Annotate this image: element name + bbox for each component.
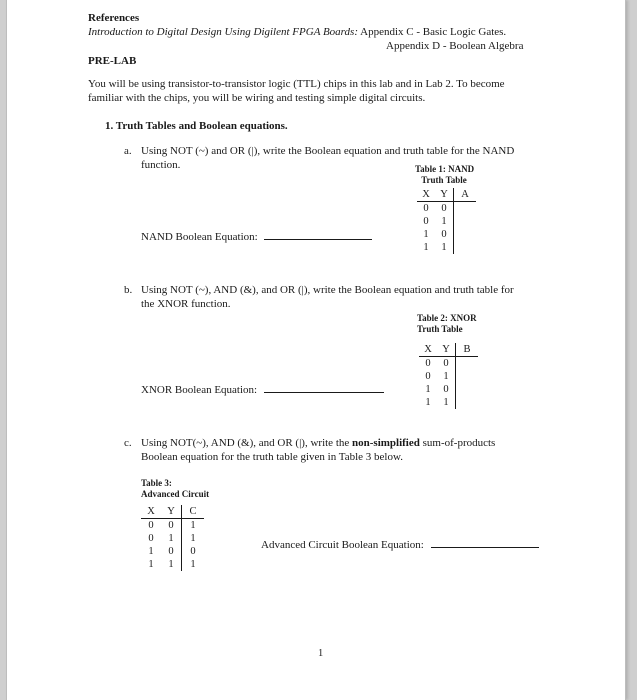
table-cell: 0 <box>423 203 429 214</box>
table3-advanced-circuit <box>141 505 204 571</box>
xnor-equation-line <box>141 382 384 396</box>
part-c-line1-pre: Using NOT(~), AND (&), and OR (|), write the <box>141 437 353 449</box>
table-cell <box>454 228 477 241</box>
xnor-equation-label: XNOR Boolean Equation: <box>141 384 258 396</box>
table-header-cell: X <box>419 343 437 357</box>
table-cell <box>454 202 477 216</box>
table-cell: 1 <box>161 558 182 571</box>
part-b-label: b. <box>124 284 133 296</box>
table-cell: 0 <box>190 546 196 557</box>
table2-title <box>417 313 479 335</box>
section1-heading: 1. Truth Tables and Boolean equations. <box>105 120 288 132</box>
table-header-row <box>419 343 478 357</box>
prelab-intro-line1: You will be using transistor-to-transistor logic (TTL) chips in this lab and in Lab 2. To become <box>88 78 505 90</box>
part-c-line1-post: sum-of-products <box>419 437 496 449</box>
table1-title <box>415 164 473 186</box>
table-header-cell: X <box>417 188 435 202</box>
table-row <box>141 545 204 558</box>
table-cell: 0 <box>148 520 154 531</box>
references-heading: References <box>88 12 140 24</box>
table-cell: 0 <box>435 228 454 241</box>
advanced-equation-line <box>261 537 539 551</box>
table-cell: 1 <box>435 241 454 254</box>
table-cell: 1 <box>437 370 456 383</box>
table-cell: 1 <box>423 242 429 253</box>
part-b-line2: the XNOR function. <box>141 298 231 310</box>
table-cell <box>456 357 479 371</box>
document-page <box>6 0 626 700</box>
advanced-equation-blank[interactable] <box>431 537 539 548</box>
table-cell: 1 <box>190 533 196 544</box>
table-cell: 1 <box>148 546 154 557</box>
table-cell: 1 <box>425 397 431 408</box>
nand-equation-label: NAND Boolean Equation: <box>141 231 258 243</box>
appendix-d: Appendix D - Boolean Algebra <box>386 40 524 52</box>
page-number: 1 <box>318 648 324 659</box>
table-header-cell: B <box>456 343 479 357</box>
table-cell <box>456 396 479 409</box>
table-header-cell: Y <box>437 343 456 357</box>
table-row <box>417 228 476 241</box>
table-cell: 0 <box>437 383 456 396</box>
table-cell: 0 <box>161 545 182 558</box>
table-header-cell: X <box>141 505 161 519</box>
table-cell: 0 <box>148 533 154 544</box>
table-cell: 1 <box>435 215 454 228</box>
table-row <box>417 202 476 216</box>
nand-equation-blank[interactable] <box>264 229 372 240</box>
table-cell: 1 <box>190 559 196 570</box>
table-cell: 1 <box>437 396 456 409</box>
table2-xnor <box>419 343 478 409</box>
table-header-cell: C <box>182 505 205 519</box>
part-b-line1: Using NOT (~), AND (&), and OR (|), write the Boolean equation and truth table for <box>141 284 514 296</box>
table-cell: 1 <box>161 532 182 545</box>
table-cell <box>454 241 477 254</box>
table-cell: 1 <box>190 520 196 531</box>
table3-title-text: Table 3: <box>141 478 172 488</box>
table-cell: 1 <box>423 229 429 240</box>
table-header-row <box>417 188 476 202</box>
table-header-row <box>141 505 204 519</box>
part-a-line2: function. <box>141 159 181 171</box>
prelab-intro-line2: familiar with the chips, you will be wiring and testing simple digital circuits. <box>88 92 426 104</box>
nand-equation-line <box>141 229 372 243</box>
table-header-cell: A <box>454 188 477 202</box>
table-row <box>419 383 478 396</box>
xnor-equation-blank[interactable] <box>264 382 384 393</box>
table-cell: 0 <box>425 358 431 369</box>
table-header-cell: Y <box>161 505 182 519</box>
table-cell: 1 <box>425 384 431 395</box>
appendix-c: Appendix C - Basic Logic Gates. <box>360 26 507 38</box>
table-cell: 0 <box>425 371 431 382</box>
part-c-line1-bold: non-simplified <box>352 437 420 449</box>
table-header-cell: Y <box>435 188 454 202</box>
table1-subtitle-text: Truth Table <box>421 175 467 185</box>
table1-title-text: Table 1: NAND <box>415 164 475 174</box>
table3-title <box>141 478 209 500</box>
table-row <box>419 357 478 371</box>
table-row <box>141 558 204 571</box>
table-cell: 0 <box>437 357 456 371</box>
book-title: Introduction to Digital Design Using Digilent FPGA Boards: <box>88 26 358 38</box>
table3-subtitle-text: Advanced Circuit <box>141 489 210 499</box>
table-cell <box>454 215 477 228</box>
table-cell: 0 <box>435 202 454 216</box>
advanced-equation-label: Advanced Circuit Boolean Equation: <box>261 539 424 551</box>
table-cell: 0 <box>423 216 429 227</box>
part-a-label: a. <box>124 145 132 157</box>
part-c-label: c. <box>124 437 132 449</box>
prelab-heading: PRE-LAB <box>88 55 137 67</box>
table-cell <box>456 370 479 383</box>
table-row <box>417 241 476 254</box>
table-row <box>419 370 478 383</box>
table-row <box>141 532 204 545</box>
table2-title-text: Table 2: XNOR <box>417 313 477 323</box>
table-cell: 1 <box>148 559 154 570</box>
table-cell <box>456 383 479 396</box>
part-c-line2: Boolean equation for the truth table given in Table 3 below. <box>141 451 403 463</box>
table-row <box>419 396 478 409</box>
references-line <box>88 26 506 38</box>
table2-subtitle-text: Truth Table <box>417 324 463 334</box>
part-a-line1: Using NOT (~) and OR (|), write the Boolean equation and truth table for the NAND <box>141 145 515 157</box>
part-c-line1 <box>141 437 495 449</box>
table-row <box>141 519 204 533</box>
table1-nand <box>417 188 476 254</box>
table-cell: 0 <box>161 519 182 533</box>
table-row <box>417 215 476 228</box>
